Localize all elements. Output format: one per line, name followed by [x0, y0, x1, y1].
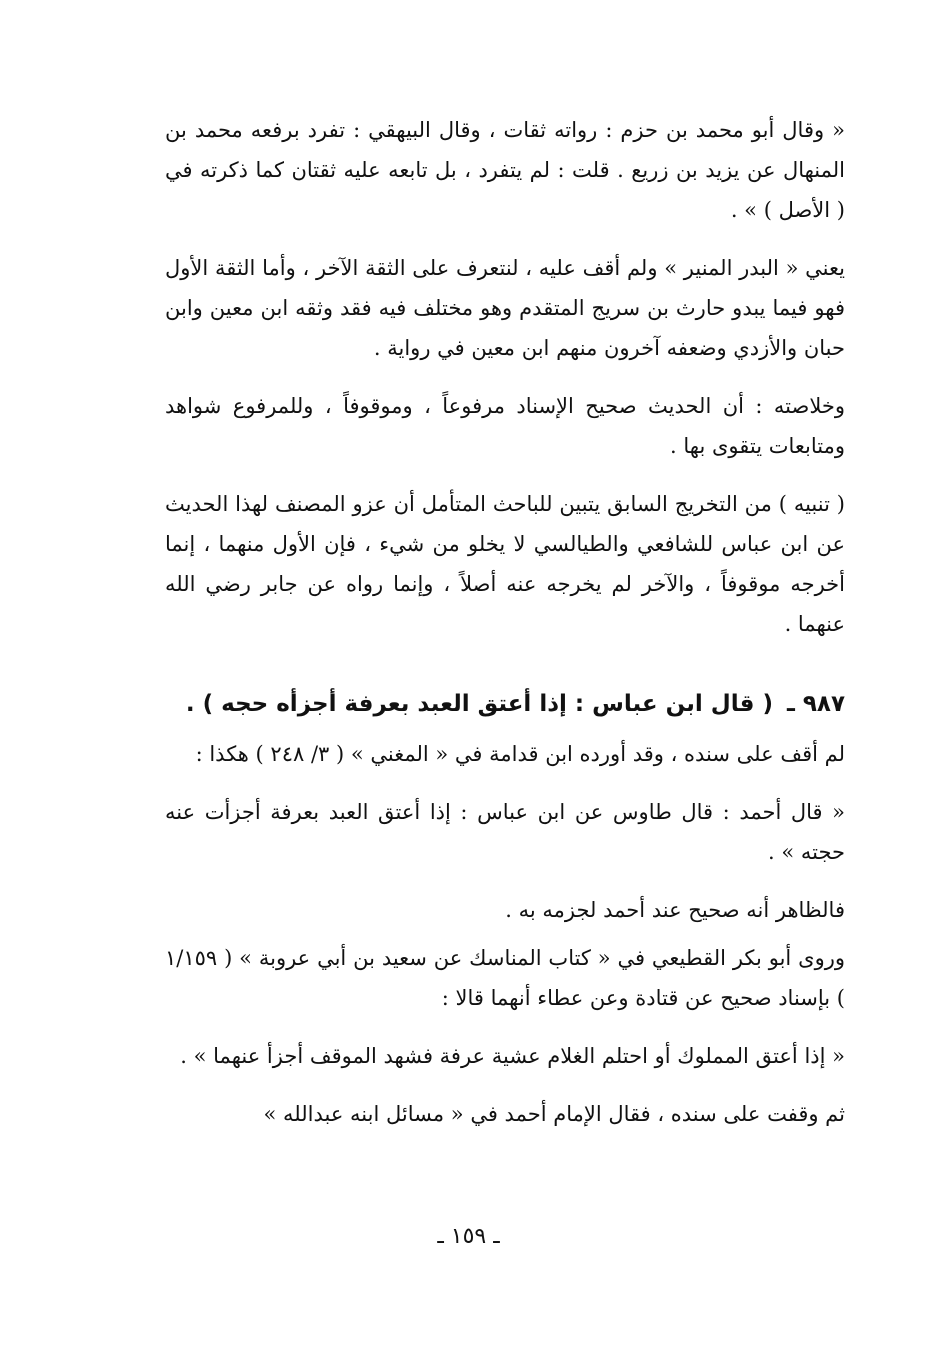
- paragraph-note: ( تنبيه ) من التخريج السابق يتبين للباحث المتأمل أن عزو المصنف لهذا الحديث عن ابن عباس للشافعي والطيالسي لا يخلو من شيء ، فإن الأول منهما ، إنما أخرجه موقوفاً ، والآخر لم يخرجه عنه أصلاً ، وإنما رواه عن جابر رضي الله عنهما .: [165, 492, 845, 636]
- hadith-heading: [165, 682, 845, 726]
- paragraph-ata-quote: « إذا أعتق المملوك أو احتلم الغلام عشية عرفة فشهد الموقف أجزأ عنهما » .: [180, 1044, 845, 1068]
- paragraph-ahmad-quote: « قال أحمد : قال طاوس عن ابن عباس : إذا أعتق العبد بعرفة أجزأت عنه حجته » .: [165, 800, 845, 864]
- paragraph-ibn-hazm-quote: « وقال أبو محمد بن حزم : رواته ثقات ، وقال البيهقي : تفرد برفعه محمد بن المنهال عن يزيد بن زريع . قلت : لم يتفرد ، بل تابعه عليه ثقتان كما ذكرته في ( الأصل ) » .: [165, 118, 845, 222]
- hadith-number: ٩٨٧ ـ: [787, 691, 845, 717]
- page-number: ـ ١٥٩ ـ: [437, 1224, 500, 1249]
- hadith-heading-text: ( قال ابن عباس : إذا أعتق العبد بعرفة أجزأه حجه ) .: [185, 691, 773, 717]
- paragraph-summary: وخلاصته : أن الحديث صحيح الإسناد مرفوعاً ، وموقوفاً ، وللمرفوع شواهد ومتابعات يتقوى بها .: [165, 394, 845, 458]
- paragraph-masail: ثم وقفت على سنده ، فقال الإمام أحمد في « مسائل ابنه عبدالله »: [263, 1102, 845, 1126]
- paragraph-mughni: لم أقف على سنده ، وقد أورده ابن قدامة في « المغني » ( ٣/ ٢٤٨ ) هكذا :: [195, 742, 845, 766]
- paragraph-qutayi: وروى أبو بكر القطيعي في « كتاب المناسك عن سعيد بن أبي عروبة » ( ١/١٥٩ ) بإسناد صحيح عن قتادة وعن عطاء أنهما قالا :: [165, 946, 845, 1010]
- page-body: [165, 110, 845, 1142]
- paragraph-badr-munir: يعني « البدر المنير » ولم أقف عليه ، لنتعرف على الثقة الآخر ، وأما الثقة الأول فهو فيما يبدو حارث بن سريج المتقدم وهو مختلف فيه فقد وثقه ابن معين وابن حبان والأزدي وضعفه آخرون منهم ابن معين في رواية .: [165, 256, 845, 360]
- paragraph-conclusion: فالظاهر أنه صحيح عند أحمد لجزمه به .: [505, 898, 845, 922]
